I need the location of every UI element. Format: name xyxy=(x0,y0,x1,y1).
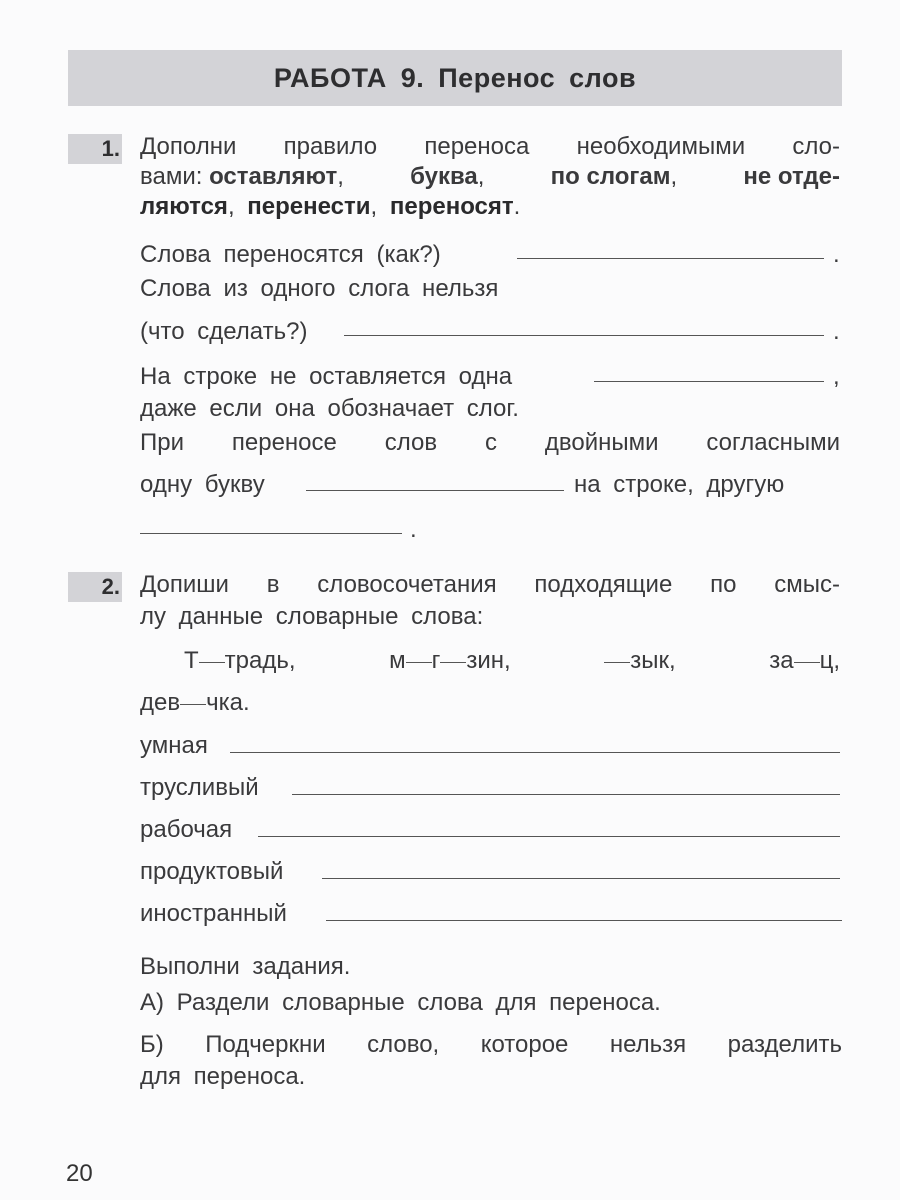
rule-1-period: . xyxy=(833,241,840,268)
phrase-answer-line-produktovyy[interactable] xyxy=(322,878,840,879)
task-1-number: 1. xyxy=(101,136,120,161)
rule-2-period: . xyxy=(833,318,840,345)
word-option: буква xyxy=(410,163,478,190)
instruction-a: А) Раздели словарные слова для переноса. xyxy=(140,989,661,1016)
rule-4-period: . xyxy=(410,516,417,543)
rule-4-text-line-2-end: на строке, другую xyxy=(574,471,785,498)
rule-3-comma: , xyxy=(833,363,840,390)
task-2-badge xyxy=(68,572,122,602)
phrase-answer-line-inostrannyy[interactable] xyxy=(326,920,842,921)
rule-2-answer-line[interactable] xyxy=(344,335,824,336)
section-header xyxy=(68,50,842,106)
task-2-intro-line-1: Допиши в словосочетания подходящие по смыс- xyxy=(140,571,840,598)
rule-3-text-line-2: даже если она обозначает слог. xyxy=(140,395,519,422)
instructions-title: Выполни задания. xyxy=(140,953,351,980)
phrase-label-umnaya: умная xyxy=(140,732,208,759)
word-option: переносят xyxy=(389,193,514,220)
phrase-answer-line-truslivyy[interactable] xyxy=(292,794,840,795)
phrase-answer-line-umnaya[interactable] xyxy=(230,752,840,753)
rule-4-text-line-2-start: одну букву xyxy=(140,471,265,498)
rule-1-text: Слова переносятся (как?) xyxy=(140,241,441,268)
intro-prefix: вами: xyxy=(140,163,210,190)
dict-word-devochka: дев чка. xyxy=(140,689,250,716)
phrase-answer-line-rabochaya[interactable] xyxy=(258,836,840,837)
task-2-number: 2. xyxy=(101,574,120,599)
word-option: оставляют xyxy=(209,163,338,190)
letter-blank[interactable] xyxy=(180,703,206,705)
task-1-intro-line-2: вами: оставляют, буква, по слогам, не отде- xyxy=(140,163,840,190)
instruction-b-line-2: для переноса. xyxy=(140,1063,306,1090)
dict-word-yazyk: зык, xyxy=(604,646,675,676)
rule-3-text-line-1: На строке не оставляется одна xyxy=(140,363,513,390)
letter-blank[interactable] xyxy=(406,661,432,663)
page-number: 20 xyxy=(66,1160,93,1187)
letter-blank[interactable] xyxy=(604,661,630,663)
dictionary-words-row xyxy=(184,646,840,676)
word-option: по слогам xyxy=(550,163,671,190)
rule-2-text-line-2: (что сделать?) xyxy=(140,318,308,345)
task-1-intro-line-3: ляются, перенести, переносят. xyxy=(140,193,521,220)
word-option: перенести xyxy=(247,193,371,220)
rule-1-answer-line[interactable] xyxy=(517,258,824,259)
rule-4-text-line-1: При переносе слов с двойными согласными xyxy=(140,429,840,456)
task-2-intro-line-2: лу данные словарные слова: xyxy=(140,603,484,630)
letter-blank[interactable] xyxy=(440,661,466,663)
rule-4-answer-line-1[interactable] xyxy=(306,490,564,491)
letter-blank[interactable] xyxy=(794,661,820,663)
phrase-label-truslivyy: трусливый xyxy=(140,774,259,801)
phrase-label-produktovyy: продуктовый xyxy=(140,858,284,885)
dict-word-magazin: м г зин, xyxy=(389,647,511,674)
letter-blank[interactable] xyxy=(199,661,225,663)
dict-word-zayats: за ц, xyxy=(769,647,840,674)
word-option: не отде- xyxy=(743,163,840,190)
phrase-label-inostrannyy: иностранный xyxy=(140,900,287,927)
dict-word-tetrad: Т традь, xyxy=(184,647,296,674)
page-title: РАБОТА 9. Перенос слов xyxy=(273,63,637,93)
task-1-intro-line-1: Дополни правило переноса необходимыми сло- xyxy=(140,133,840,160)
word-option: ляются xyxy=(140,193,228,220)
rule-4-answer-line-2[interactable] xyxy=(140,533,402,534)
phrase-label-rabochaya: рабочая xyxy=(140,816,233,843)
rule-3-answer-line[interactable] xyxy=(594,381,824,382)
instruction-b-line-1: Б) Подчеркни слово, которое нельзя разделить xyxy=(140,1031,842,1058)
task-1-badge xyxy=(68,134,122,164)
rule-2-text-line-1: Слова из одного слога нельзя xyxy=(140,275,499,302)
